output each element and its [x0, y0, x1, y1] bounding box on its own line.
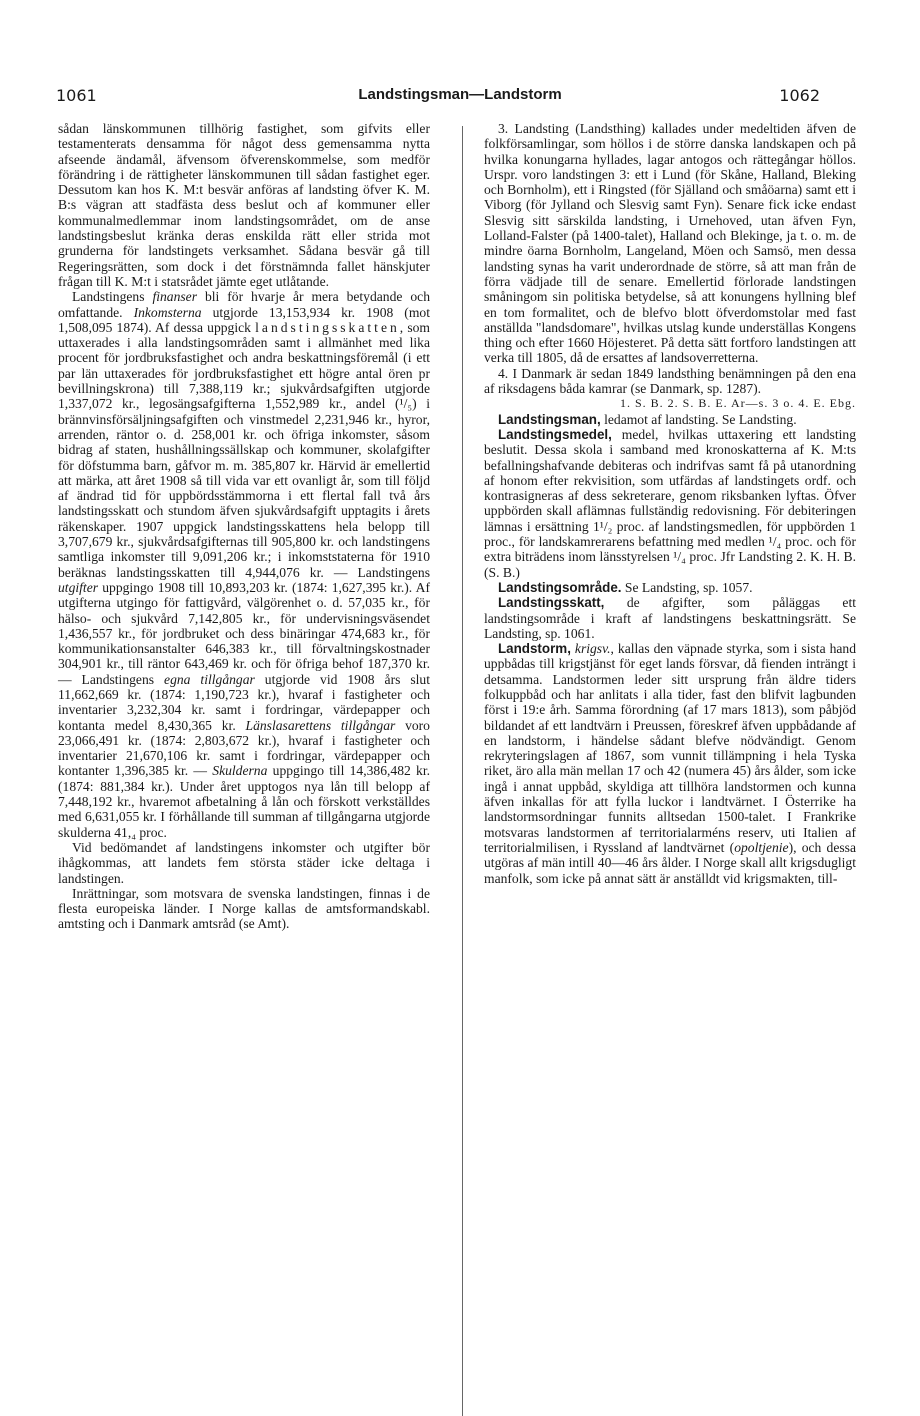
headword: Landstingsområde. [498, 579, 622, 595]
spaced-term: landstingsskatten [255, 319, 400, 335]
paragraph: Inrättningar, som motsvara de svenska landstingen, finnas i de flesta europeiska länder. I Norge kallas de amtsformandskabl. amtsting och i Danmark amtsråd (se Amt). [58, 885, 430, 932]
entry-landstingsman: Landstingsman, ledamot af landsting. Se Landsting. [498, 411, 797, 427]
italic-term: krigsv. [574, 641, 611, 657]
paragraph: Vid bedömandet af landstingens inkomster och utgifter bör ihågkommas, att landets fem största städer icke deltaga i landstingen. [58, 839, 430, 886]
column-divider [462, 126, 463, 1416]
headword: Landstingsman, [498, 411, 601, 427]
paragraph: Landstingens finanser bli för hvarje år mera betydande och omfattande. Inkomsterna utgjorde 13,153,934 kr. 1908 (mot 1,508,095 1874). Af dessa uppgick landstingsskatten, som uttaxerades i alla landstingsområden samt i allmänhet med lika procent för jordbruksfastighet och andra beskattningsföremål (i ett par län uttaxerades för jordbruksfastighet ett högre antal ören pr bevillningskrona) till 7,388,119 kr.; sjukvårdsafgiften utgjorde 1,337,072 kr., legosängsafgifterna 1,552,989 kr., andel (¹/₅) i brännvinsförsäljningsafgiften och vinstmedel 2,231,946 kr., hyror, arrenden, räntor o. d. 258,001 kr. och öfriga inkomster, såsom bidrag af staten, hushållningssällskap och kommuner, skolafgifter för döfstumma barn, gåfvor m. m. 385,807 kr. Härvid är emellertid att märka, att året 1908 så till vida var ett ovanligt år, som till följd af ändrad tid för uppbördsstämmorna i ett flertal fall två års landstingsskatt och stundom äfven sjukvårdsafgift upptagits i årets räkenskaper. 1907 uppgick landstingsskattens hela belopp till 3,707,679 kr., sjukvårdsafgifternas till 905,800 kr. och landstingens samtliga inkomster till 9,091,206 kr.; i inkomststaterna för 1910 beräknas landstingsskatten till 4,944,076 kr. — Landstingens utgifter uppgingo 1908 till 10,893,203 kr. (1874: 1,627,395 kr.). Af utgifterna utgingo för fattigvård, välgörenhet o. d. 57,035 kr., för hälso- och sjukvård 7,142,805 kr., för undervisningsväsendet 1,436,557 kr., för jordbruket och dess binäringar 474,683 kr., för kommunikationsanstalter 646,383 kr., till förvaltningskostnader 304,901 kr., till räntor 643,469 kr. och för öfriga behof 187,370 kr. — Landstingens egna tillgångar utgjorde vid 1908 års slut 11,662,669 kr. (1874: 1,190,723 kr.), hvaraf i fastigheter och inventarier 3,232,304 kr. samt i fordringar, värdepapper och kontanta medel 8,430,365 kr. Länslasarettens tillgångar voro 23,066,491 kr. (1874: 2,803,672 kr.), hvaraf i fastigheter och inventarier 21,670,106 kr. samt i fordringar, värdepapper och kontanter 1,396,385 kr. — Skulderna uppgingo till 14,386,482 kr. (1874: 881,384 kr.). Under året upptogos nya lån till belopp af 7,448,192 kr., hvaremot afbetalning å lån och förskott verkställdes med 6,631,055 kr. I förhållande till summan af tillgångarna utgjorde skulderna 41,₄ proc. [58, 289, 431, 840]
headword: Landstingsskatt, [498, 595, 605, 611]
page-number-right: 1062 [779, 86, 820, 105]
paragraph: 3. Landsting (Landsthing) kallades under medeltiden äfven de folkförsamlingar, som höllos i de större danska landskapen och på hvilka konungarna hyllades, lagar antogos och rättegångar höllos. Urspr. voro landstingen 3: ett i Lund (för Skåne, Halland, Bleking och Bornholm), ett i Ringsted (för Själland och småöarna) samt ett i Viborg (för Jylland och Slesvig samt Fyn). Senare fick icke endast Slesvig sitt särskilda landsting, i Urnehoved, utan äfven Fyn, Lolland-Falster (på 1400-talet), Halland och Blekinge, ja t. o. m. de mindre öarna Bornholm, Langeland, Möen och Samsö, men dessa landsting synas ha varit underordnade de större, så att man från de förra vädjade till de senare. Emellertid förlorade landstingen småningom sin politiska betydelse, så att konungens hyllning blef en tom formalitet, och de blefvo blott öfverdomstolar med fast anställda "landsdomare", hvilkas utslag kunde underställas Kongens thing och efter 1660 Höjesteret. På detta sätt fortforo landstingen att verka till 1805, då de ersattes af landsoverretterna. [484, 121, 856, 366]
headword: Landstorm, [498, 641, 571, 657]
italic-term: Skulderna [212, 763, 268, 779]
italic-term: opoltjenie [734, 839, 789, 855]
entry-landstorm: Landstorm, krigsv., kallas den väpnade styrka, som i sista hand uppbådas till krigstjänst för eget lands försvar, då fienden inträngt i detsamma. Landstormen leder sitt ursprung från äldre tiders folkuppbåd och har anlitats i alla tider, fast den blifvit lagbunden först i 19:e årh. Samma förordning (af 17 mars 1813), som påbjöd bildandet af ett landtvärn i Preussen, föreskref äfven uppbådande af en landstorm, i händelse sådant blefve nödvändigt. Genom rekryteringslagen af 1867, som vunnit tillämpning i hela Tyska riket, äro alla män mellan 17 och 42 (numera 45) års ålder, som icke ingå i annat uppbåd, skyldiga att tillhöra landstormen och kunna äfven inkallas för att fylla luckor i landtvärnet. I Österrike ha landstormsordningar funnits alltsedan 1500-talet. I Frankrike motsvaras landstormen af territorialarméns reserv, uti Italien af territorialmilisen, i Ryssland af landtvärnet (opoltjenie), och dessa utgöras af män intill 40—46 års ålder. I Norge skall allt krigsdugligt manfolk, som icke på annat sätt är anställdt vid krigsmakten, till- [484, 641, 857, 886]
page-number-left: 1061 [56, 86, 97, 105]
entry-landstingsomrade: Landstingsområde. Se Landsting, sp. 1057. [498, 579, 753, 595]
italic-term: egna tillgångar [164, 671, 255, 687]
entry-landstingsskatt: Landstingsskatt, de afgifter, som påläggas ett landstingsområde i kraft af landstingens beskattningsrätt. Se Landsting, sp. 1061. [484, 595, 856, 641]
headword: Landstingsmedel, [498, 426, 612, 442]
italic-term: utgifter [58, 579, 99, 595]
italic-term: Inkomsterna [133, 304, 202, 320]
author-signature: 1. S. B. 2. S. B. E. Ar—s. 3 o. 4. E. Ebg. [619, 396, 856, 411]
running-title: Landstingsman—Landstorm [358, 86, 562, 103]
right-column [484, 121, 856, 886]
left-column [58, 121, 430, 932]
paragraph: 4. I Danmark är sedan 1849 landsthing benämningen på den ena af riksdagens båda kamrar (se Danmark, sp. 1287). [484, 365, 856, 397]
italic-term: finanser [152, 289, 197, 305]
paragraph: sådan länskommunen tillhörig fastighet, som gifvits eller testamenterats densamma för något dess gemensamma nytta afseende ändamål, äfvensom öfverenskommelse, som medför förändring i de rättigheter länskommunen till sådan fastighet eger. Dessutom kan hos K. M:t besvär anföras af landsting öfver K. M. B:s vägran att stadfästa dess beslut och af kommuner eller kommunalmedlemmar inom landstingsområdet, om de anse landstingsbeslut kränka deras enskilda rätt eller strida mot grunderna för landstingets verksamhet. Sådana besvär gå till Regeringsrätten, som dock i det förstnämnda fallet hänskjuter frågan till K. M:t i statsrådet jämte eget utlåtande. [58, 121, 430, 289]
italic-term: Länslasarettens tillgångar [245, 717, 396, 733]
entry-landstingsmedel: Landstingsmedel, medel, hvilkas uttaxering ett landsting beslutit. Dessa skola i samband med kronoskatterna af K. M:ts befallningshafvande debiteras och indrifvas samt få på utanordning af honom efter rekvisition, som utfärdas af landstingets ordf. och kontrasigneras af dess sekreterare, genom riksbanken lyftas. Öfver uppbörden skall aflämnas fullständig redovisning. För debiteringen lämnas i ersättning 1¹/₂ proc. af landstingsmedlen, för uppbörden 1 proc., för landskamrerarens befattning med medlen ¹/₄ proc. och för extra biträdens inom länsstyrelsen ¹/₄ proc. Jfr Landsting 2. K. H. B. (S. B.) [484, 426, 856, 580]
